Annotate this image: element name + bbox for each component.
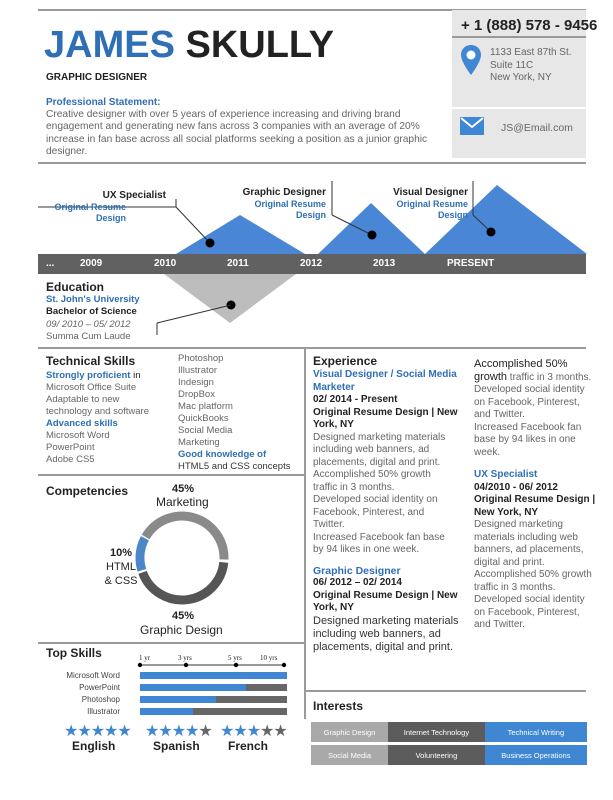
address-line1: 1133 East 87th St. (490, 47, 572, 58)
job1-line: Increased Facebook fan base (313, 531, 445, 543)
job1-line: traffic in 3 months. (313, 481, 395, 493)
strong-rest: in (130, 370, 141, 381)
timeline-job-1-title: UX Specialist (102, 190, 166, 201)
competencies-heading: Competencies (46, 484, 129, 498)
technical-right-column (178, 353, 302, 473)
html-pct: 10% (110, 547, 133, 559)
job3-line: materials including web (474, 531, 578, 543)
job1-title: Visual Designer / Social Media Marketer (313, 369, 457, 393)
advanced-item: PowerPoint (46, 442, 95, 453)
col2-line: on Facebook, Pinterest, (474, 396, 580, 408)
year-2011: 2011 (227, 258, 249, 269)
timeline-job-2-title: Graphic Designer (242, 187, 326, 198)
job1-line: placements, digital and print. (313, 456, 441, 468)
section-rule (38, 347, 586, 349)
advanced-item: Microsoft Word (46, 430, 110, 441)
job3-line: on Facebook, Pinterest, (474, 606, 580, 618)
col2-line: week. (474, 446, 501, 458)
tech-item: Mac platform (178, 401, 233, 412)
location-pin-icon (460, 44, 482, 76)
job2-company: Original Resume Design | New York, NY (313, 589, 458, 613)
filled-stars: ★★★ (220, 723, 261, 740)
advanced-item: Adobe CS5 (46, 454, 95, 465)
tech-left-line: Microsoft Office Suite (46, 382, 137, 393)
competencies-donut (132, 508, 232, 608)
tech-item: Illustrator (178, 365, 218, 376)
tech-item: DropBox (178, 389, 215, 400)
job1-line: Facebook, Pinterest, and (313, 506, 425, 518)
year-2010: 2010 (154, 258, 177, 269)
job1-line: by 94 likes in one week. (313, 544, 420, 555)
col2-intro-a: Accomplished 50% (474, 358, 568, 370)
donut-graphic-design (143, 562, 224, 600)
tech-left-line: Adaptable to new (46, 394, 120, 405)
job3-line: digital and print. (474, 556, 545, 568)
tech-item: Photoshop (178, 353, 224, 364)
job2-title: Graphic Designer (313, 564, 401, 577)
job3-title: UX Specialist (474, 469, 538, 480)
year-ellipsis: ... (46, 258, 55, 269)
interest-social-media: Social Media (311, 745, 388, 765)
marketing-pct: 45% (172, 483, 195, 495)
empty-stars: ★ (198, 723, 212, 740)
technical-left-column (46, 370, 174, 466)
job3-line: Accomplished 50% growth (474, 569, 592, 580)
col2-intro-c: traffic in 3 months. (507, 372, 592, 383)
job1-line: Developed social identity on (313, 494, 438, 505)
job3-line: Designed marketing (474, 519, 563, 530)
year-2013: 2013 (373, 258, 396, 269)
design-label: Graphic Design (140, 623, 223, 637)
experience-col-1 (313, 369, 467, 654)
col2-line: and Twitter. (474, 409, 525, 420)
filled-stars: ★★★★★ (64, 723, 131, 740)
skill-bar-fill (140, 696, 216, 703)
interests-heading: Interests (313, 699, 364, 713)
education-degree: Bachelor of Science (46, 306, 137, 317)
statement-text: Creative designer with over 5 years of experience increasing and driving brand engagement and generating new fans across 3 companies with an average of 20% increase in fan base across all social platforms seeking a position as a junior graphic designer. (46, 109, 428, 158)
empty-stars: ★★ (260, 723, 287, 740)
phone: + 1 (888) 578 - 9456 (461, 17, 598, 34)
advanced-label: Advanced skills (46, 418, 118, 429)
job1-line: Twitter. (313, 519, 345, 530)
last-name: SKULLY (185, 24, 334, 66)
job3-company: Original Resume Design | New York, NY (474, 494, 596, 518)
timeline-job-1-company: Original Resume Design (54, 202, 126, 223)
skill-label: Microsoft Word (66, 671, 120, 680)
year-present: PRESENT (447, 258, 495, 269)
scale-label: 5 yrs (228, 654, 242, 662)
skill-bar-fill (140, 708, 193, 715)
job3-dates: 04/2010 - 06/ 2012 (474, 481, 558, 493)
tech-item: Indesign (178, 377, 214, 388)
html-label-1: HTML (106, 561, 136, 573)
email-icon (460, 117, 484, 135)
timeline-job-3-company: Original Resume Design (396, 199, 468, 220)
col2-line: Increased Facebook fan (474, 421, 582, 433)
skill-scale-axis (136, 661, 288, 669)
section-rule (38, 642, 304, 644)
english-label: English (72, 739, 116, 753)
address (490, 47, 572, 85)
donut-marketing (146, 516, 224, 559)
job3-line: and Twitter. (474, 619, 525, 630)
scale-label: 3 yrs (178, 654, 192, 662)
top-skills-heading: Top Skills (46, 646, 102, 660)
skill-bar-fill (140, 684, 246, 691)
job1-company: Original Resume Design | New York, NY (313, 406, 458, 430)
good-item: HTML5 and CSS concepts (178, 461, 291, 472)
spanish-label: Spanish (153, 739, 200, 753)
job2-dates: 06/ 2012 – 02/ 2014 (313, 577, 402, 588)
skill-label: PowerPoint (79, 683, 120, 692)
job3-line: traffic in 3 months. (474, 581, 556, 593)
timeline-valley (164, 274, 296, 323)
interest-business-operations: Business Operations (485, 745, 587, 765)
timeline-job-2-company: Original Resume Design (254, 199, 326, 220)
tech-item: QuickBooks (178, 413, 229, 424)
job3-line: Developed social identity (474, 594, 585, 605)
interests-grid (311, 719, 587, 768)
interest-graphic-design: Graphic Design (311, 722, 388, 742)
contact-divider (452, 36, 586, 38)
job3-line: banners, ad placements, (474, 544, 584, 555)
skill-label: Illustrator (87, 707, 120, 716)
job1-line: Designed marketing materials (313, 431, 446, 443)
job-title: GRAPHIC DESIGNER (46, 72, 148, 83)
technical-heading: Technical Skills (46, 354, 136, 368)
interest-internet-technology: Internet Technology (388, 722, 485, 742)
section-rule (304, 690, 586, 692)
scale-label: 1 yr (139, 654, 151, 662)
education-honor: Summa Cum Laude (46, 331, 131, 342)
job1-line: Accomplished 50% growth (313, 469, 431, 480)
contact-divider-2 (452, 107, 586, 109)
experience-col-2 (474, 358, 610, 632)
html-label-2: & CSS (104, 575, 138, 587)
marketing-label: Marketing (156, 495, 209, 509)
year-2009: 2009 (80, 258, 103, 269)
tech-item: Social Media (178, 425, 233, 436)
education-school: St. John's University (46, 294, 140, 305)
education-heading: Education (46, 280, 105, 294)
education-dates: 09/ 2010 – 05/ 2012 (46, 319, 131, 330)
job1-line: including web banners, ad (313, 444, 430, 455)
tech-left-line: technology and software (46, 406, 149, 417)
email: JS@Email.com (501, 122, 573, 134)
strong-label: Strongly proficient (46, 370, 131, 381)
column-divider (304, 347, 306, 719)
col2-line: Developed social identity (474, 384, 585, 395)
header-rule (38, 162, 586, 164)
col2-line: base by 94 likes in one (474, 434, 576, 445)
donut-html-css (140, 538, 145, 570)
job2-text: Designed marketing materials including web banners, ad placements, digital and print. (313, 614, 459, 653)
good-label: Good knowledge of (178, 449, 267, 460)
first-name: JAMES (44, 24, 175, 66)
scale-label: 10 yrs (260, 654, 278, 662)
address-line2: Suite 11C (490, 59, 534, 71)
filled-stars: ★★★★ (145, 723, 199, 740)
section-rule (38, 474, 304, 476)
skill-label: Photoshop (81, 695, 120, 704)
skill-bar-fill (140, 672, 287, 679)
statement-heading: Professional Statement: (46, 97, 161, 108)
timeline-job-3-title: Visual Designer (393, 187, 468, 198)
interest-volunteering: Volunteering (388, 745, 485, 765)
french-label: French (228, 739, 269, 753)
experience-heading: Experience (313, 354, 378, 368)
tech-item: Marketing (178, 437, 220, 448)
col2-intro-b: growth (474, 371, 508, 383)
year-2012: 2012 (300, 258, 323, 269)
interest-technical-writing: Technical Writing (485, 722, 587, 742)
address-line3: New York, NY (490, 72, 552, 83)
design-pct: 45% (172, 610, 195, 622)
job1-dates: 02/ 2014 - Present (313, 394, 398, 405)
name (44, 24, 334, 68)
